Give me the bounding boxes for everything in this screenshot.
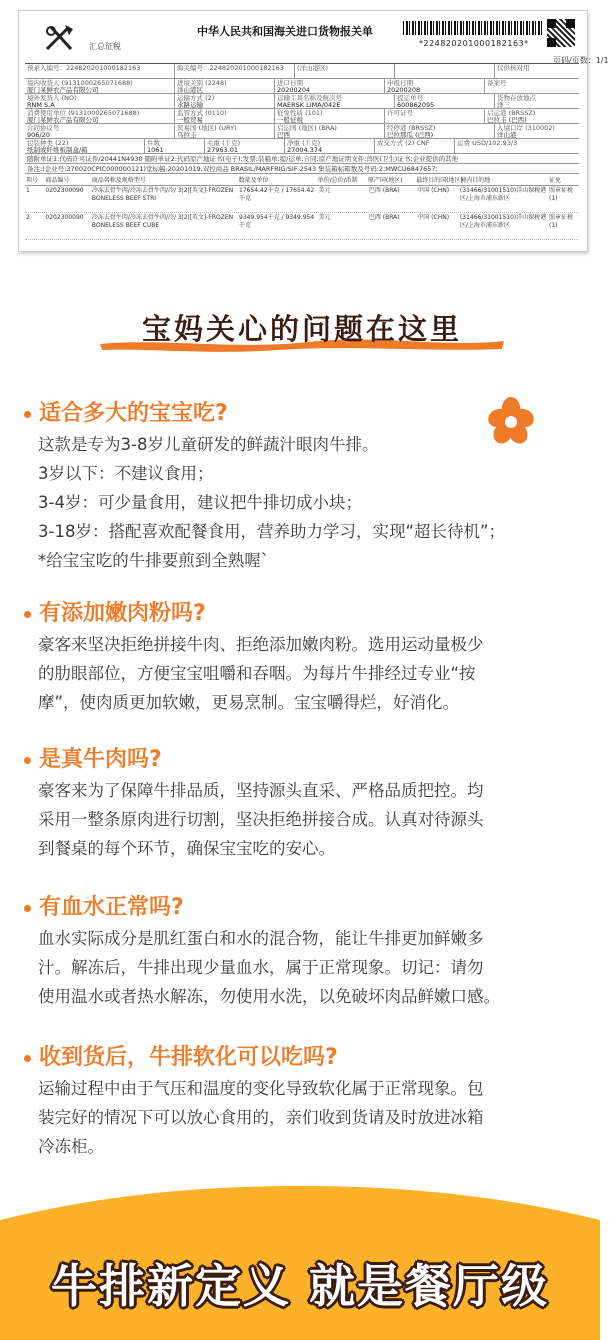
- question-text: 有血水正常吗?: [39, 895, 184, 920]
- faq-question-age: [24, 396, 228, 427]
- declaration-field: [145, 139, 205, 153]
- answer-line: 到餐桌的每个环节，确保宝宝吃的安心。: [38, 839, 335, 858]
- goods-column-header: 境内目的地: [460, 177, 491, 184]
- field-value: 600862095: [397, 100, 435, 109]
- answer-line: 装完好的情况下可以放心食用的，亲们收到货请及时放进冰箱: [38, 1108, 484, 1127]
- answer-line: 摩”，使肉质更加软嫩，更易烹制。宝宝嚼得烂，好消化。: [38, 693, 460, 712]
- answer-line: 运输过程中由于气压和温度的变化导致软化属于正常现象。包: [38, 1079, 484, 1098]
- faq-question-real-beef: [24, 742, 162, 773]
- declaration-grid: [25, 63, 579, 240]
- field-label: 海关编号：224820201000182163: [177, 64, 284, 72]
- field-value: 巴西: [277, 130, 290, 139]
- declaration-field: [395, 94, 495, 108]
- field-label: 备案号: [487, 79, 507, 87]
- field-label: 毛重 (千克): [207, 139, 241, 147]
- goods-row: [25, 186, 579, 213]
- field-label: 仅供核对用: [497, 64, 530, 72]
- faq-answer-blood-water: [38, 924, 572, 1011]
- qr-code-icon: [547, 19, 575, 47]
- field-value: 纸制或纤维板制盒/箱: [27, 145, 88, 154]
- barcode: [403, 21, 543, 35]
- goods-cell: 1: [26, 187, 30, 194]
- goods-column-header: 商品名称及规格型号: [91, 177, 146, 184]
- answer-line: 豪客来坚决拒绝拼接牛肉、拒绝添加嫩肉粉。选用运动量极少: [38, 635, 484, 654]
- field-value: 巴拉那瓜 (巴西): [387, 130, 434, 139]
- field-label: 件数: [147, 139, 160, 147]
- faq-answer-tenderizer: [38, 630, 572, 717]
- declaration-field: [485, 79, 579, 93]
- bullet-icon: [24, 1055, 31, 1062]
- goods-cell: 中国 (CHN): [417, 214, 450, 221]
- declaration-row: [25, 64, 579, 79]
- field-label: 消费使用单位 (9131000265071688): [27, 109, 140, 117]
- page-number: 页码/页数：1/1: [553, 56, 609, 65]
- declaration-row: [25, 109, 579, 124]
- field-label: 申报日期: [387, 79, 413, 87]
- footer-slogan: 牛排新定义 就是餐厅级: [50, 1259, 549, 1313]
- goods-column-header: 原产国(地区): [367, 177, 403, 184]
- field-label: 入境口岸 (310002): [497, 124, 555, 132]
- declaration-field: [205, 139, 285, 153]
- field-value: 洋山港区: [177, 85, 203, 94]
- declaration-field: [495, 94, 579, 108]
- declaration-title: 中华人民共和国海关进口货物报关单: [197, 25, 373, 38]
- goods-cell: (31466/31001510)洋山保税港区/上海市浦东新区: [459, 214, 547, 229]
- goods-cell: 巴西 (BRA): [368, 214, 400, 221]
- question-text: 有添加嫩肉粉吗?: [39, 601, 206, 626]
- declaration-field: [275, 79, 385, 93]
- answer-line: 这款是专为3-8岁儿童研发的鲜蔬汁眼肉牛排。: [38, 435, 379, 454]
- declaration-field: [25, 139, 145, 153]
- customs-emblem-icon: [43, 23, 77, 53]
- declaration-field: [295, 64, 395, 78]
- question-text: 收到货后，牛排软化可以吃吗?: [39, 1045, 338, 1070]
- answer-line: 豪客来为了保障牛排品质，坚持源头直采、严格品质把控。均: [38, 781, 484, 800]
- answer-line: 汁。解冻后，牛排出现少量血水，属于正常现象。切记：请勿: [38, 958, 484, 977]
- field-label: 合同协议号: [27, 124, 60, 132]
- declaration-field: [275, 94, 395, 108]
- field-value: 洋山港: [497, 130, 517, 139]
- goods-cell: 美元: [318, 214, 331, 221]
- field-label: 成交方式 (2) CNF: [377, 139, 430, 147]
- field-label: 启运国 (地区) (BRA): [277, 124, 337, 132]
- field-value: RNM S.A: [27, 100, 55, 109]
- answer-line: 冷冻柜。: [38, 1137, 104, 1156]
- goods-cell: 冷冻去骨牛肉/冷冻去骨牛肉/冷/ 3|2|[英文]-FROZEN BONELESS BEEF CUBE: [91, 214, 234, 229]
- field-value: 1061: [147, 145, 164, 154]
- field-label: 境内收货人 (9131000265071688): [27, 79, 133, 87]
- field-label: 提运单号: [397, 94, 423, 102]
- field-label: 货物存放地点: [497, 94, 536, 102]
- goods-row: [25, 213, 579, 240]
- field-value: 乌拉圭: [177, 130, 197, 139]
- declaration-field: [175, 64, 295, 78]
- declaration-code: *224820201000182163*: [419, 39, 529, 48]
- field-value: 水路运输: [177, 100, 203, 109]
- faq-answer-real-beef: [38, 776, 572, 863]
- field-label: 运输方式 (2): [177, 94, 215, 102]
- faq-question-softened: [24, 1040, 338, 1071]
- goods-column-header: 商品编号: [45, 177, 70, 184]
- field-label: (洋山港区): [297, 64, 329, 72]
- declaration-field: [395, 64, 495, 78]
- answer-line: 采用一整条原肉进行切割，坚决拒绝拼接合成。认真对待源头: [38, 810, 484, 829]
- declaration-row: [25, 79, 579, 94]
- faq-question-tenderizer: [24, 596, 206, 627]
- goods-cell: 中国 (CHN): [417, 187, 450, 194]
- field-label: 净重 (千克): [287, 139, 321, 147]
- section-banner: [102, 306, 502, 352]
- footer-banner: [0, 1180, 600, 1340]
- declaration-row: [25, 139, 579, 154]
- goods-cell: 9349.954千克 / 9349.954千克: [239, 214, 315, 229]
- declaration-seal-text: 汇总征税: [89, 42, 121, 51]
- declaration-field: [275, 109, 385, 123]
- field-value: 巴拉圭 (巴西): [487, 115, 527, 124]
- goods-header: [25, 174, 579, 186]
- field-label: 许可证号: [387, 109, 413, 117]
- goods-cell: 0202300090: [45, 214, 84, 221]
- declaration-field: [495, 64, 579, 78]
- declaration-field: [25, 64, 175, 78]
- goods-cell: 17654.42千克 / 17654.42千克: [239, 187, 315, 202]
- answer-line: 使用温水或者热水解冻，勿使用水洗，以免破坏肉品鲜嫩口感。: [38, 987, 500, 1006]
- answer-line: 3岁以下：不建议食用；: [38, 464, 214, 483]
- goods-cell: 巴西 (BRA): [368, 187, 400, 194]
- declaration-field: [175, 109, 275, 123]
- field-value: 27004.374: [287, 145, 323, 154]
- field-label: 预录入编号：224820201000182163: [27, 64, 141, 72]
- declaration-field: [455, 139, 559, 153]
- answer-line: 血水实际成分是肌红蛋白和水的混合物，能让牛排更加鲜嫩多: [38, 929, 484, 948]
- goods-cell: (31466/31001510)洋山保税港区/上海市浦东新区: [459, 187, 547, 202]
- declaration-field: [385, 124, 495, 138]
- declaration-field: [385, 79, 485, 93]
- field-value: 27963.01: [207, 145, 239, 154]
- declaration-row: [25, 124, 579, 139]
- goods-cell: 0202300090: [45, 187, 84, 194]
- goods-column-header: 项号: [26, 177, 39, 184]
- docs-line: 随附单证1:代码许可证件/20441N4930 随附单证2:代码原产地证书(电子);发票;装箱单;提/运单;合同;原产地证明文件;兽医(卫生)证书;企业提供的其他: [25, 154, 579, 164]
- goods-cell: 2: [26, 214, 30, 221]
- field-value: 厦门某鲜农产品有限公司: [27, 85, 99, 94]
- faq-question-blood-water: [24, 890, 184, 921]
- field-label: 运费 USD/102.93/3: [457, 139, 518, 147]
- faq-answer-age: [38, 430, 572, 575]
- answer-line: 3-18岁：搭配喜欢配餐食用，营养助力学习，实现“超长待机”；: [38, 522, 506, 541]
- field-label: 启运港 (BRSSZ): [487, 109, 536, 117]
- answer-line: 的肋眼部位，方便宝宝咀嚼和吞咽。为每片牛排经过专业“按: [38, 664, 476, 683]
- marks-line: 备注:(企业号:370020CPIC000000121)堂标幅:20201019,双控商品 BRASIL/MARFRIG/SIF 2543 集装箱标箱数及号码:2;MWCU6847657;: [25, 164, 579, 174]
- declaration-field: [385, 109, 485, 123]
- bullet-icon: [24, 411, 31, 418]
- goods-cell: 冷冻去骨牛肉/冷冻去骨牛肉/冷/ 3|2|[英文]-FROZEN BONELESS BEEF STRI: [91, 187, 234, 202]
- customs-declaration: [18, 10, 609, 252]
- field-value: 厦门某鲜农产品有限公司: [27, 115, 99, 124]
- declaration-field: [25, 124, 175, 138]
- banner-title: 宝妈关心的问题在这里: [141, 312, 462, 346]
- declaration-field: [285, 139, 375, 153]
- bullet-icon: [24, 757, 31, 764]
- field-value: 一般征税: [277, 115, 303, 124]
- goods-cell: 美元: [318, 187, 331, 194]
- declaration-field: [25, 79, 175, 93]
- field-label: 包装种类 (22): [27, 139, 69, 147]
- bullet-icon: [24, 611, 31, 618]
- goods-column-header: 征免: [549, 177, 562, 184]
- field-value: 一般贸易: [177, 115, 203, 124]
- field-label: 监管方式 (0110): [177, 109, 227, 117]
- declaration-field: [175, 94, 275, 108]
- field-label: 进境关别 (2248): [177, 79, 227, 87]
- field-label: 贸易国 (地区) (URY): [177, 124, 237, 132]
- field-label: 运输工具名称及航次号: [277, 94, 342, 102]
- goods-column-header: 单价/总价/币制: [317, 177, 358, 184]
- field-value: 20200204: [277, 85, 311, 94]
- declaration-field: [495, 124, 579, 138]
- declaration-field: [275, 124, 385, 138]
- goods-cell: 照章征税 (1): [548, 187, 573, 202]
- field-label: 征免性质 (101): [277, 109, 323, 117]
- goods-cell: 照章征税 (1): [548, 214, 573, 229]
- field-value: MAERSK LIMA/042E: [277, 100, 341, 109]
- bullet-icon: [24, 905, 31, 912]
- declaration-field: [25, 94, 175, 108]
- declaration-field: [175, 79, 275, 93]
- field-value: 洋三: [497, 100, 510, 109]
- field-label: 境外发货人 (NO): [27, 94, 77, 102]
- goods-column-header: 最终目的国(地区): [416, 177, 463, 184]
- declaration-row: [25, 94, 579, 109]
- answer-line: 3-4岁：可少量食用，建议把牛排切成小块；: [38, 493, 362, 512]
- goods-column-header: 数量及单位: [238, 177, 269, 184]
- field-value: 20200208: [387, 85, 421, 94]
- declaration-field: [175, 124, 275, 138]
- field-label: 经停港 (BRSSZ): [387, 124, 436, 132]
- faq-answer-softened: [38, 1074, 572, 1161]
- declaration-field: [375, 139, 455, 153]
- question-text: 是真牛肉吗?: [39, 747, 162, 772]
- declaration-field: [485, 109, 579, 123]
- answer-line: *给宝宝吃的牛排要煎到全熟喔`: [38, 551, 269, 570]
- declaration-field: [25, 109, 175, 123]
- question-text: 适合多大的宝宝吃?: [39, 401, 228, 426]
- field-label: 进口日期: [277, 79, 303, 87]
- field-value: 906/20: [27, 130, 50, 139]
